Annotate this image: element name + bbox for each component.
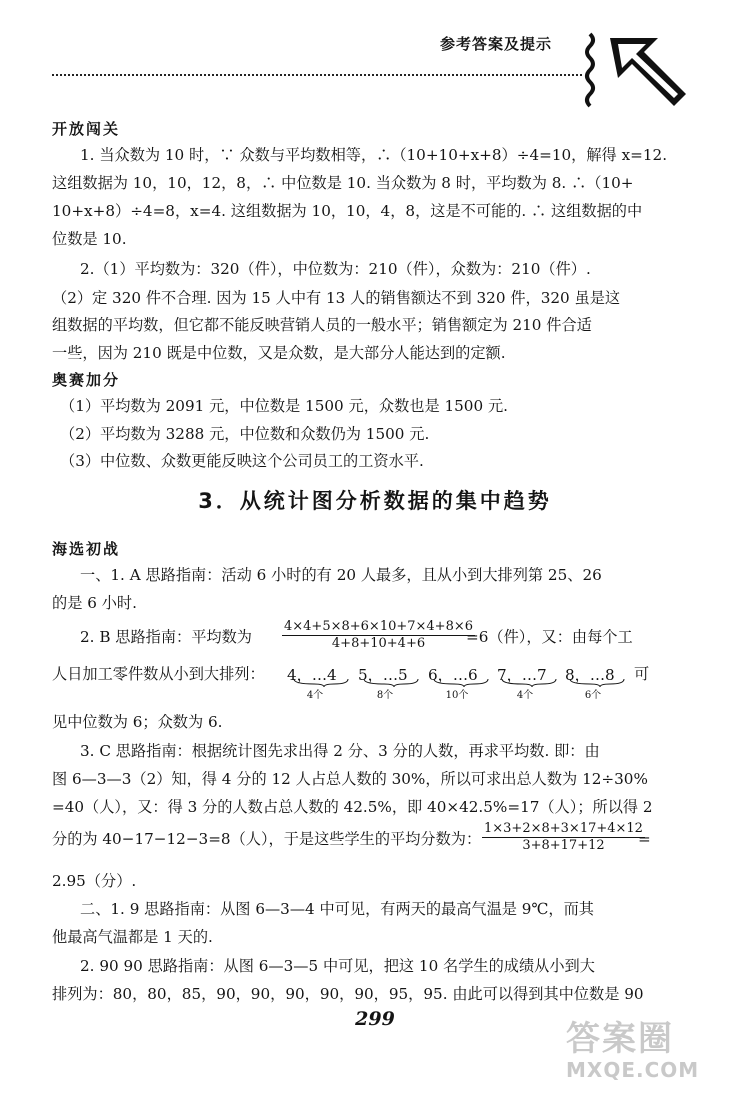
arrow-icon xyxy=(582,30,700,110)
text-line: 他最高气温都是 1 天的. xyxy=(52,928,213,946)
group-count: 4个 xyxy=(516,690,534,701)
fraction-mean-parts xyxy=(282,619,475,652)
text-line: 2.95（分）. xyxy=(52,872,137,890)
fraction-denominator: 4+8+10+4+6 xyxy=(331,636,426,651)
watermark-logo xyxy=(566,1020,736,1090)
text-line: =40（人），又：得 3 分的人数占总人数的 42.5%，即 40×42.5%=17（人）；所以得 2 xyxy=(52,798,653,816)
sorted-group: 6，…6 xyxy=(428,666,478,684)
fraction-numerator: 4×4+5×8+6×10+7×4+8×6 xyxy=(284,619,474,634)
dotted-divider xyxy=(52,74,582,76)
page-number: 299 xyxy=(355,1008,395,1030)
sorted-group: 4，…4 xyxy=(287,666,337,684)
text-line: 2.（1）平均数为：320（件），中位数为：210（件），众数为：210（件）. xyxy=(80,260,591,278)
text-line: （2）平均数为 3288 元，中位数和众数仍为 1500 元. xyxy=(60,425,430,443)
section-heading-contest: 奥赛加分 xyxy=(52,371,121,389)
text-line: （2）定 320 件不合理. 因为 15 人中有 13 人的销售额达不到 320 件，320 虽是这 xyxy=(52,289,621,307)
text-line: 位数是 10. xyxy=(52,230,127,248)
group-count: 4个 xyxy=(306,690,324,701)
watermark-url: MXQE.COM xyxy=(566,1058,700,1082)
text-line: 2. 90 90 思路指南：从图 6—3—5 中可见，把这 10 名学生的成绩从小到大 xyxy=(80,957,595,975)
text-line: 1. 当众数为 10 时，∵ 众数与平均数相等，∴（10+10+x+8）÷4=10，解得 x=12. xyxy=(80,146,668,164)
watermark-title: 答案圈 xyxy=(566,1019,674,1059)
text-line: 的是 6 小时. xyxy=(52,594,137,612)
fraction-numerator: 1×3+2×8+3×17+4×12 xyxy=(484,821,643,836)
text-line: 可 xyxy=(634,665,650,683)
text-line: 分的为 40−17−12−3=8（人），于是这些学生的平均分数为： xyxy=(52,830,482,848)
text-line: 见中位数为 6；众数为 6. xyxy=(52,713,223,731)
chapter-title: 3．从统计图分析数据的集中趋势 xyxy=(198,489,552,513)
sorted-group: 8，…8 xyxy=(565,666,615,684)
group-underbraces xyxy=(280,678,625,688)
text-line: 一、1. A 思路指南：活动 6 小时的有 20 人最多，且从小到大排列第 25、26 xyxy=(80,566,602,584)
section-heading-open: 开放闯关 xyxy=(52,120,121,138)
text-line: = xyxy=(638,830,651,848)
sorted-group: 7，…7 xyxy=(497,666,547,684)
text-line: =6（件），又：由每个工 xyxy=(466,628,633,646)
section-heading-selection: 海选初战 xyxy=(52,540,121,558)
text-line: 组数据的平均数，但它都不能反映营销人员的一般水平；销售额定为 210 件合适 xyxy=(52,316,592,334)
text-line: 2. B 思路指南：平均数为 xyxy=(80,628,252,646)
group-count: 10个 xyxy=(445,690,469,701)
text-line: 3. C 思路指南：根据统计图先求出得 2 分、3 分的人数，再求平均数. 即：由 xyxy=(80,742,600,760)
sorted-group: 5，…5 xyxy=(358,666,408,684)
header-title: 参考答案及提示 xyxy=(440,35,553,53)
text-line: 人日加工零件数从小到大排列： xyxy=(52,665,265,683)
text-line: （1）平均数为 2091 元，中位数是 1500 元，众数也是 1500 元. xyxy=(60,397,508,415)
text-line: 排列为：80，80，85，90，90，90，90，90，95，95. 由此可以得到其中位数是 90 xyxy=(52,985,644,1003)
fraction-denominator: 3+8+17+12 xyxy=(522,838,605,853)
group-count: 6个 xyxy=(584,690,602,701)
fraction-average-score xyxy=(482,821,645,854)
text-line: 二、1. 9 思路指南：从图 6—3—4 中可见，有两天的最高气温是 9℃，而其 xyxy=(80,900,594,918)
group-count: 8个 xyxy=(376,690,394,701)
text-line: 图 6—3—3（2）知，得 4 分的 12 人占总人数的 30%，所以可求出总人数为 12÷30% xyxy=(52,770,648,788)
text-line: 10+x+8）÷4=8，x=4. 这组数据为 10，10，4，8，这是不可能的. ∴ 这组数据的中 xyxy=(52,202,643,220)
text-line: 一些，因为 210 既是中位数，又是众数，是大部分人能达到的定额. xyxy=(52,344,506,362)
text-line: 这组数据为 10，10，12，8，∴ 中位数是 10. 当众数为 8 时，平均数为 8. ∴（10+ xyxy=(52,174,634,192)
text-line: （3）中位数、众数更能反映这个公司员工的工资水平. xyxy=(60,452,424,470)
